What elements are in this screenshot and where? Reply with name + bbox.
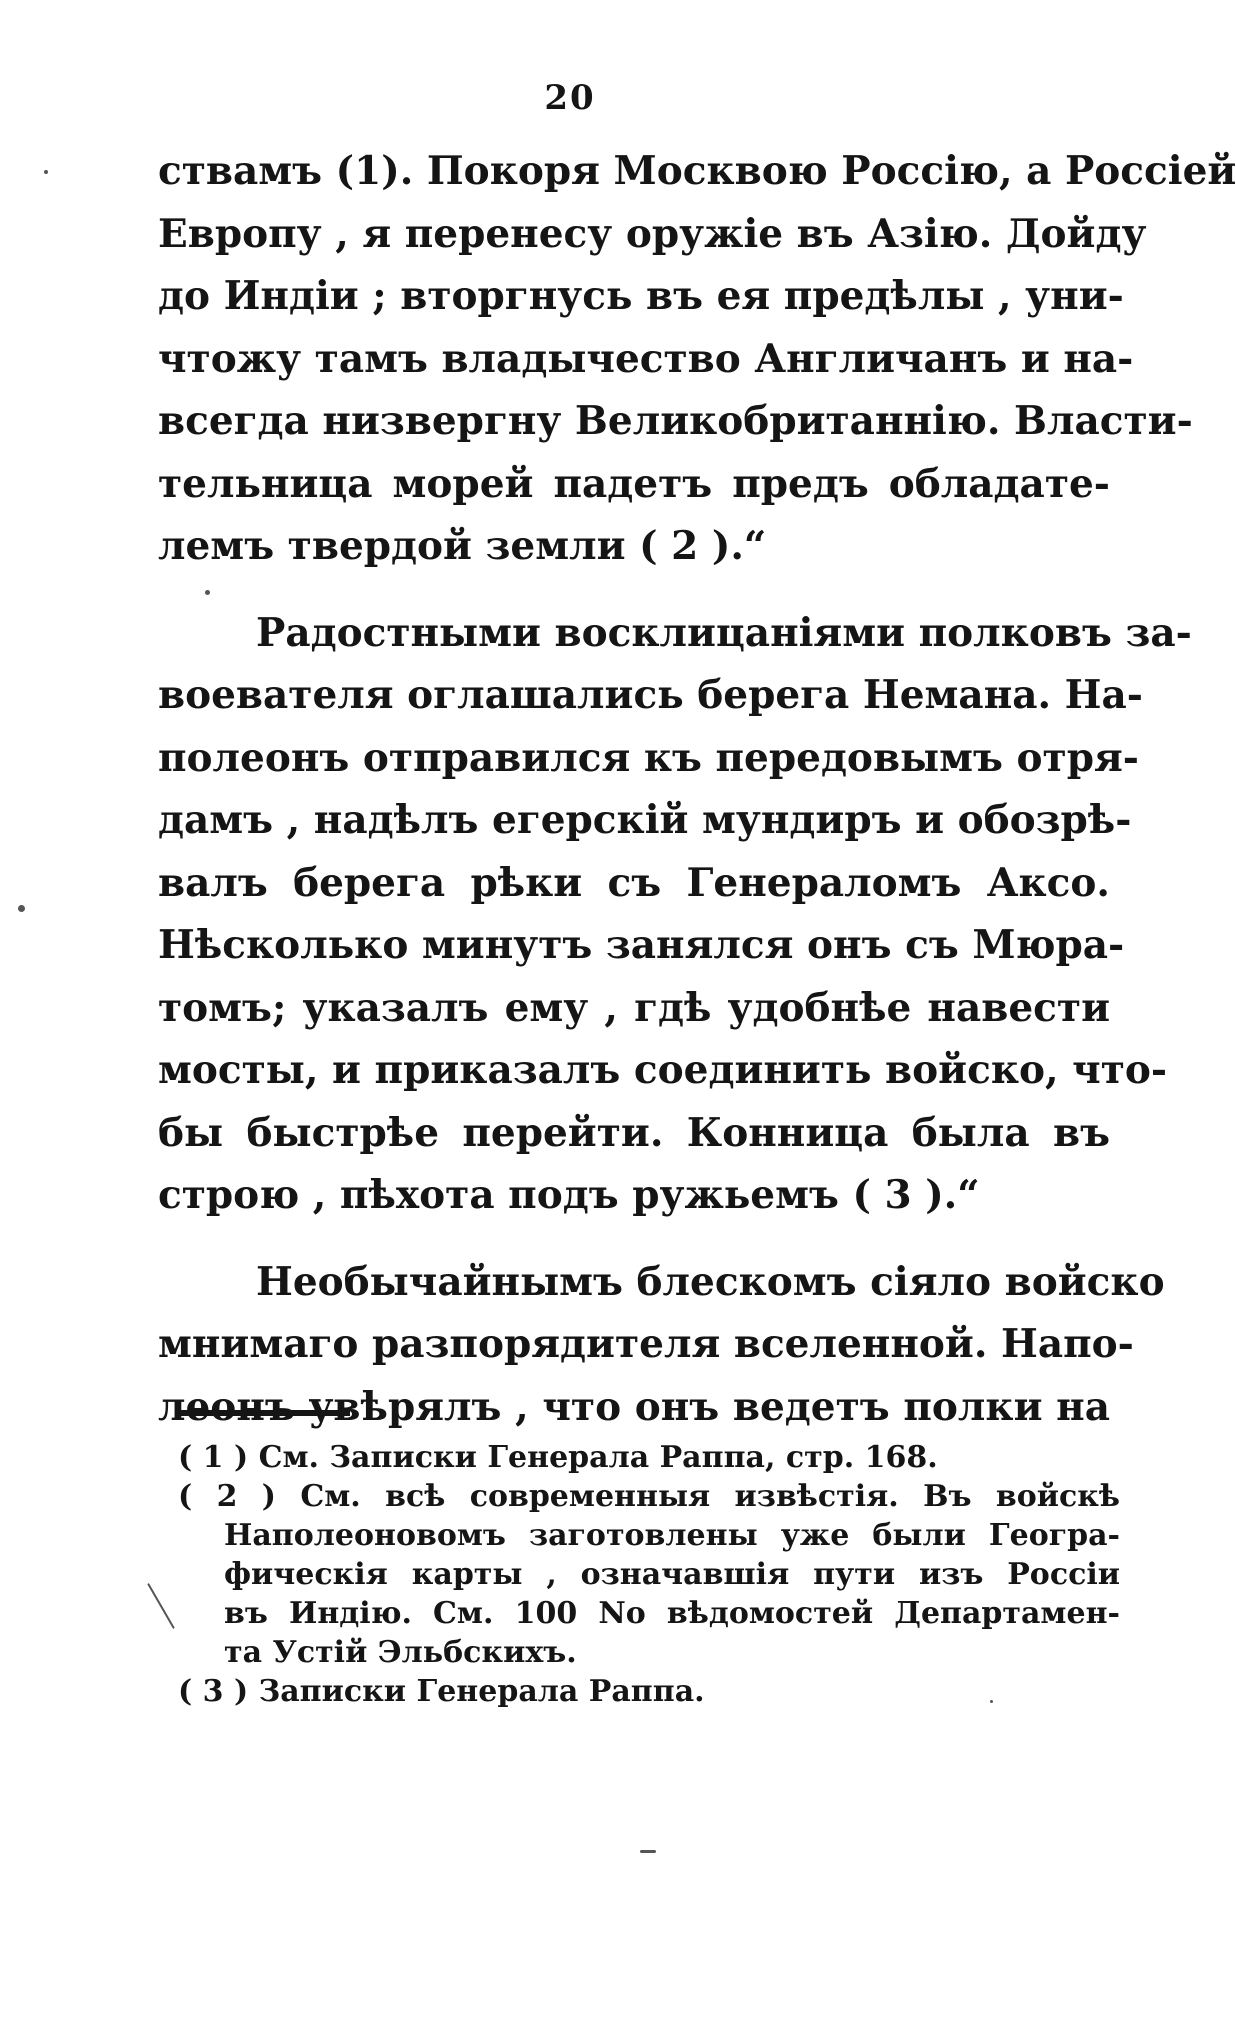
text-line: Нѣсколько минутъ занялся онъ съ Мюра- [158,922,1125,968]
text-line: полеонъ отправился къ передовымъ отря- [158,734,1139,781]
footnote-2-cont: та Устій Эльбскихъ. [224,1635,577,1670]
footnote-2-cont: въ Индію. См. 100 No вѣдомостей Департамен- [224,1596,1120,1631]
text-line: воевателя оглашались берега Немана. На- [158,672,1143,718]
scan-speck [990,1700,993,1703]
scan-speck [205,590,210,595]
scan-speck [18,905,25,912]
footnote-1: ( 1 ) См. Записки Генерала Раппа, стр. 168. [178,1440,938,1475]
text-line: до Индіи ; вторгнусь въ ея предѣлы , уни- [158,273,1124,319]
text-line: леонъ увѣрялъ , что онъ ведетъ полки на [158,1383,1110,1430]
text-line: томъ; указалъ ему , гдѣ удобнѣе навести [158,984,1110,1031]
text-line: тельница морей падетъ предъ обладате- [158,460,1110,507]
footnote-2-cont: Наполеоновомъ заготовлены уже были Геогра- [224,1518,1120,1553]
scan-speck [147,1583,175,1629]
text-line: мосты, и приказалъ соединить войско, что- [158,1047,1168,1093]
footnote-divider [176,1410,350,1416]
scan-speck [44,170,48,174]
text-line: мнимаго разпорядителя вселенной. Напо- [158,1321,1134,1367]
text-line: всегда низвергну Великобританнію. Власти- [158,398,1193,444]
text-line: лемъ твердой земли ( 2 ).“ [158,523,767,569]
footnote-2: ( 2 ) См. всѣ современныя извѣстія. Въ войскѣ [178,1479,1120,1514]
footnote-2-cont: фическія карты , означавшія пути изъ Россіи [224,1557,1120,1592]
text-line: бы быстрѣе перейти. Конница была въ [158,1109,1110,1156]
text-line: чтожу тамъ владычество Англичанъ и на- [158,335,1134,382]
text-line: Европу , я перенесу оружіе въ Азію. Дойду [158,210,1147,257]
text-line: дамъ , надѣлъ егерскій мундиръ и обозрѣ- [158,797,1132,843]
text-line: Необычайнымъ блескомъ сіяло войско [256,1258,1165,1305]
footnotes [178,1438,1120,1711]
paragraph-2 [158,602,1192,1227]
text-line: ствамъ (1). Покоря Москвою Россію, а Россіей [158,148,1236,194]
main-text [158,140,1236,1438]
text-line: валъ берега рѣки съ Генераломъ Аксо. [158,859,1110,906]
scan-speck [640,1850,656,1853]
page-number: 20 [544,78,596,118]
text-line: строю , пѣхота подъ ружьемъ ( 3 ).“ [158,1172,980,1218]
text-line: Радостными восклицаніями полковъ за- [256,609,1192,656]
footnote-3: ( 3 ) Записки Генерала Раппа. [178,1674,705,1709]
paragraph-1 [158,140,1236,578]
